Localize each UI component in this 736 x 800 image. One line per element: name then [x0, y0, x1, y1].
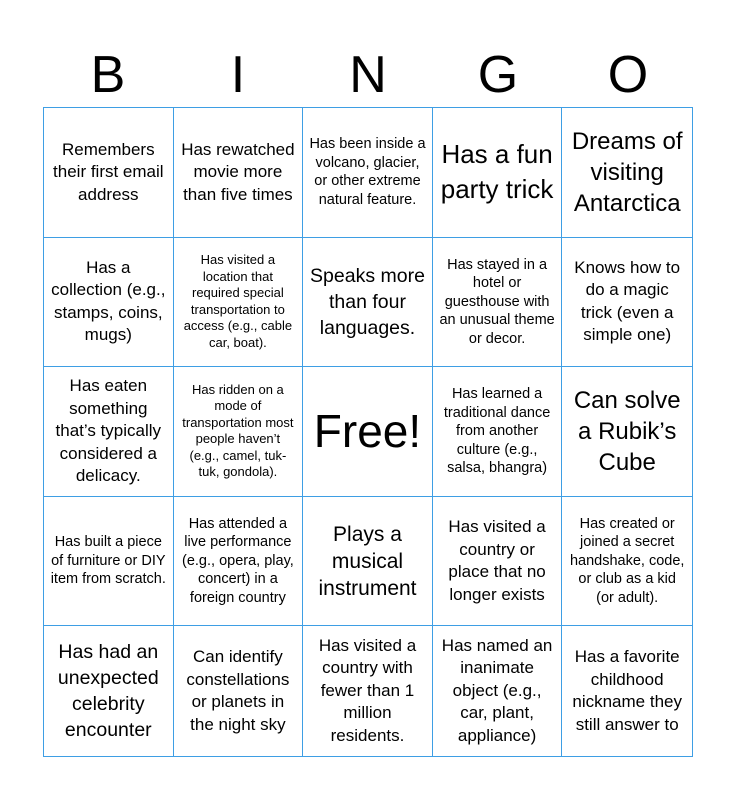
cell-text: Has learned a traditional dance from another culture (e.g., salsa, bhangra): [443, 386, 551, 477]
bingo-cell-r1c4: [433, 108, 563, 238]
bingo-cell-r3c2: [174, 367, 304, 497]
bingo-cell-r1c5: [562, 108, 692, 238]
bingo-cell-r5c1: [44, 626, 174, 756]
cell-text: Remembers their first email address: [53, 139, 164, 204]
cell-text: Has built a piece of furniture or DIY item from scratch.: [50, 534, 166, 588]
free-space-label: Free!: [313, 405, 422, 458]
cell-text: Has a fun party trick: [440, 139, 554, 205]
bingo-cell-r1c1: [44, 108, 174, 238]
cell-text: Has created or joined a secret handshake, code, or club as a kid (or adult).: [569, 515, 685, 606]
bingo-cell-r3c5: [562, 367, 692, 497]
bingo-cell-r1c2: [174, 108, 304, 238]
bingo-cell-free-space: [303, 367, 433, 497]
header-letter-b: B: [90, 46, 126, 104]
bingo-cell-r5c2: [174, 626, 304, 756]
bingo-cell-r4c3: [303, 497, 433, 627]
cell-text: Plays a musical instrument: [318, 522, 417, 600]
cell-text: Speaks more than four languages.: [310, 264, 425, 339]
cell-text: Has named an inanimate object (e.g., car, plant, appliance): [441, 635, 553, 745]
bingo-cell-r5c5: [562, 626, 692, 756]
bingo-cell-r3c4: [433, 367, 563, 497]
bingo-cell-r2c1: [44, 238, 174, 368]
bingo-header: [43, 44, 693, 106]
cell-text: Has visited a location that required special transportation to access (e.g., cable car, boat).: [183, 252, 293, 350]
cell-text: Has a collection (e.g., stamps, coins, mugs): [51, 257, 166, 345]
cell-text: Has eaten something that’s typically considered a delicacy.: [55, 376, 162, 486]
bingo-cell-r2c5: [562, 238, 692, 368]
header-letter-o: O: [607, 46, 649, 104]
cell-text: Has a favorite childhood nickname they still answer to: [572, 647, 682, 734]
bingo-cell-r4c1: [44, 497, 174, 627]
bingo-cell-r3c1: [44, 367, 174, 497]
cell-text: Dreams of visiting Antarctica: [571, 127, 683, 217]
cell-text: Has visited a country or place that no longer exists: [448, 517, 546, 604]
bingo-cell-r5c3: [303, 626, 433, 756]
bingo-cell-r5c4: [433, 626, 563, 756]
cell-text: Has rewatched movie more than five times: [181, 139, 295, 204]
cell-text: Has had an unexpected celebrity encounter: [57, 641, 159, 742]
cell-text: Has been inside a volcano, glacier, or other extreme natural feature.: [309, 136, 426, 208]
header-letter-n: N: [349, 46, 387, 104]
header-letter-i: I: [230, 46, 246, 104]
bingo-cell-r2c2: [174, 238, 304, 368]
bingo-cell-r4c2: [174, 497, 304, 627]
bingo-cell-r1c3: [303, 108, 433, 238]
cell-text: Has attended a live performance (e.g., opera, play, concert) in a foreign country: [182, 515, 294, 606]
bingo-grid: [43, 107, 693, 757]
bingo-cell-r4c4: [433, 497, 563, 627]
bingo-cell-r4c5: [562, 497, 692, 627]
bingo-cell-r2c3: [303, 238, 433, 368]
cell-text: Can solve a Rubik’s Cube: [573, 386, 681, 476]
cell-text: Can identify constellations or planets in the night sky: [186, 647, 290, 734]
header-letter-g: G: [477, 46, 519, 104]
cell-text: Has ridden on a mode of transportation most people haven’t (e.g., camel, tuk-tuk, gondola).: [182, 381, 294, 480]
bingo-cell-r2c4: [433, 238, 563, 368]
cell-text: Knows how to do a magic trick (even a simple one): [574, 257, 681, 345]
cell-text: Has stayed in a hotel or guesthouse with an unusual theme or decor.: [439, 256, 555, 347]
cell-text: Has visited a country with fewer than 1 million residents.: [318, 635, 417, 745]
